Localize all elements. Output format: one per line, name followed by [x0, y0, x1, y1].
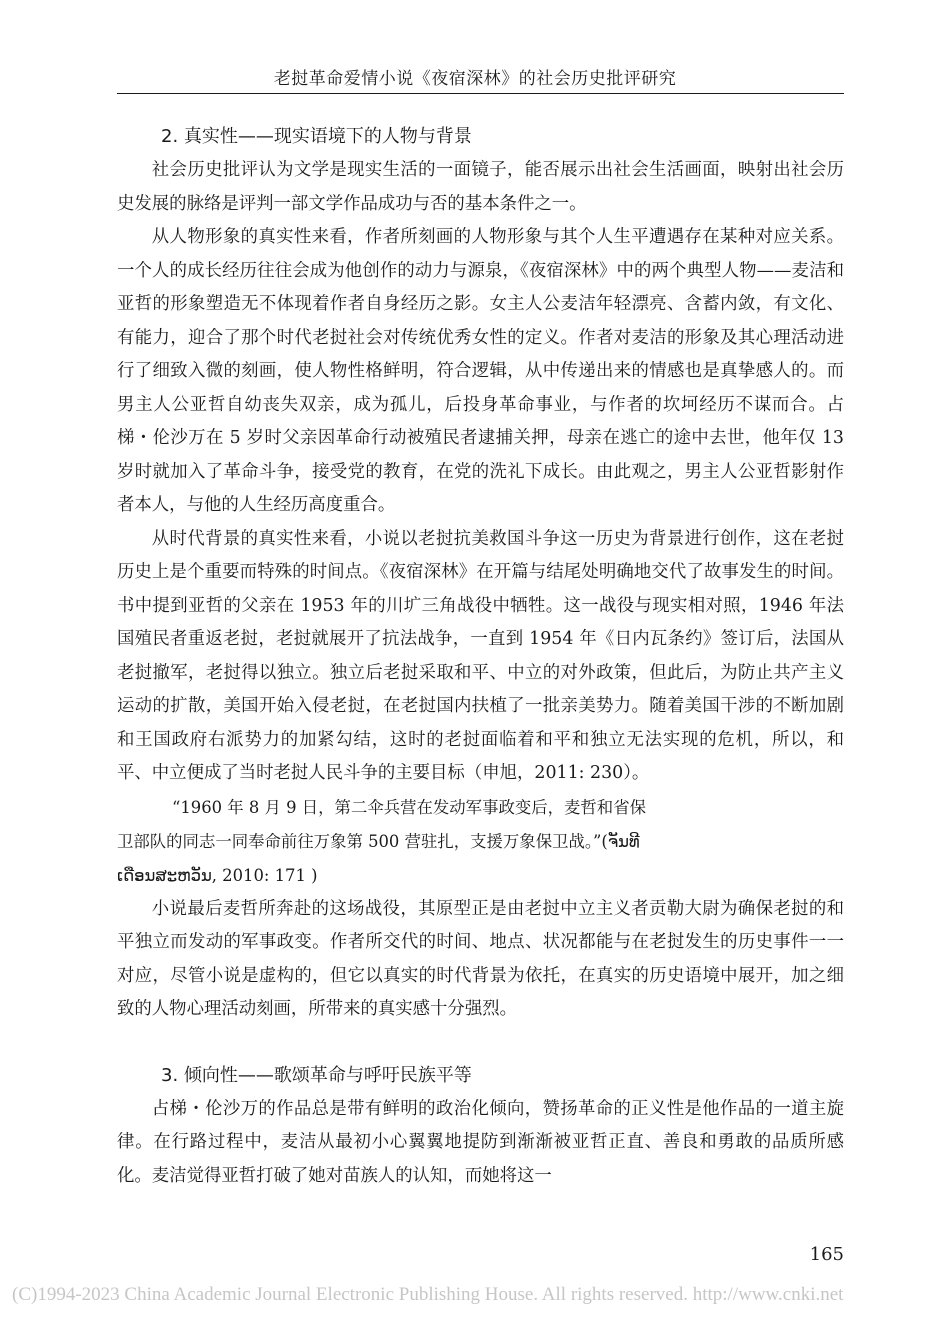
quote-citation: ເດືອນສະຫວັນ, 2010: 171 ): [117, 865, 318, 885]
section-3-paragraph-1: 占梯・伦沙万的作品总是带有鲜明的政治化倾向，赞扬革命的正义性是他作品的一道主旋律。在行路过程中，麦洁从最初小心翼翼地提防到渐渐被亚哲正直、善良和勇敢的品质所感化。麦洁觉得亚哲打破了她对苗族人的认知，而她将这一: [117, 1098, 844, 1186]
section-2-heading: 2. 真实性——现实语境下的人物与背景: [161, 126, 472, 147]
block-quote: [117, 791, 844, 893]
section-3-heading: 3. 倾向性——歌颂革命与呼吁民族平等: [161, 1064, 472, 1086]
running-header: 老挝革命爱情小说《夜宿深林》的社会历史批评研究: [273, 69, 677, 89]
section-2-paragraph-2: 从人物形象的真实性来看，作者所刻画的人物形象与其个人生平遭遇存在某种对应关系。一个人的成长经历往往会成为他创作的动力与源泉，《夜宿深林》中的两个典型人物——麦洁和亚哲的形象塑造无不体现着作者自身经历之影。女主人公麦洁年轻漂亮、含蓄内敛，有文化、有能力，迎合了那个时代老挝社会对传统优秀女性的定义。作者对麦洁的形象及其心理活动进行了细致入微的刻画，使人物性格鲜明，符合逻辑，从中传递出来的情感也是真挚感人的。而男主人公亚哲自幼丧失双亲，成为孤儿，后投身革命事业，与作者的坎坷经历不谋而合。占梯・伦沙万在 5 岁时父亲因革命行动被殖民者逮捕关押，母亲在逃亡的途中去世，他年仅 13 岁时就加入了革命斗争，接受党的教育，在党的洗礼下成长。由此观之，男主人公亚哲影射作者本人，与他的人生经历高度重合。: [117, 227, 844, 515]
section-2-paragraph-3: 从时代背景的真实性来看，小说以老挝抗美救国斗争这一历史为背景进行创作，这在老挝历史上是个重要而特殊的时间点。《夜宿深林》在开篇与结尾处明确地交代了故事发生的时间。书中提到亚哲的父亲在 1953 年的川圹三角战役中牺牲。这一战役与现实相对照，1946 年法国殖民者重返老挝，老挝就展开了抗法战争，一直到 1954 年《日内瓦条约》签订后，法国从老挝撤军，老挝得以独立。独立后老挝采取和平、中立的对外政策，但此后，为防止共产主义运动的扩散，美国开始入侵老挝，在老挝国内扶植了一批亲美势力。随着美国干涉的不断加剧和王国政府右派势力的加紧勾结，这时的老挝面临着和平和独立无法实现的危机，所以，和平、中立便成了当时老挝人民斗争的主要目标（申旭，2011: 230）。: [117, 528, 844, 783]
page-number: 165: [809, 1244, 844, 1265]
section-2-paragraph-1: 社会历史批评认为文学是现实生活的一面镜子，能否展示出社会生活画面，映射出社会历史发展的脉络是评判一部文学作品成功与否的基本条件之一。: [117, 160, 844, 214]
header-rule: [117, 93, 844, 94]
quote-line-1: “1960 年 8 月 9 日，第二伞兵营在发动军事政变后，麦哲和省保: [172, 797, 646, 817]
section-2-paragraph-4: 小说最后麦哲所奔赴的这场战役，其原型正是由老挝中立主义者贡勒大尉为确保老挝的和平独立而发动的军事政变。作者所交代的时间、地点、状况都能与在老挝发生的历史事件一一对应，尽管小说是虚构的，但它以真实的时代背景为依托，在真实的历史语境中展开，加之细致的人物心理活动刻画，所带来的真实感十分强烈。: [117, 898, 844, 1019]
quote-line-2: 卫部队的同志一同奉命前往万象第 500 营驻扎，支援万象保卫战。”(ຈັນທີ: [117, 831, 640, 851]
copyright-watermark: (C)1994-2023 China Academic Journal Electronic Publishing House. All rights reserved. http://www.cnki.net: [12, 1284, 844, 1305]
article-body: [117, 120, 844, 1193]
